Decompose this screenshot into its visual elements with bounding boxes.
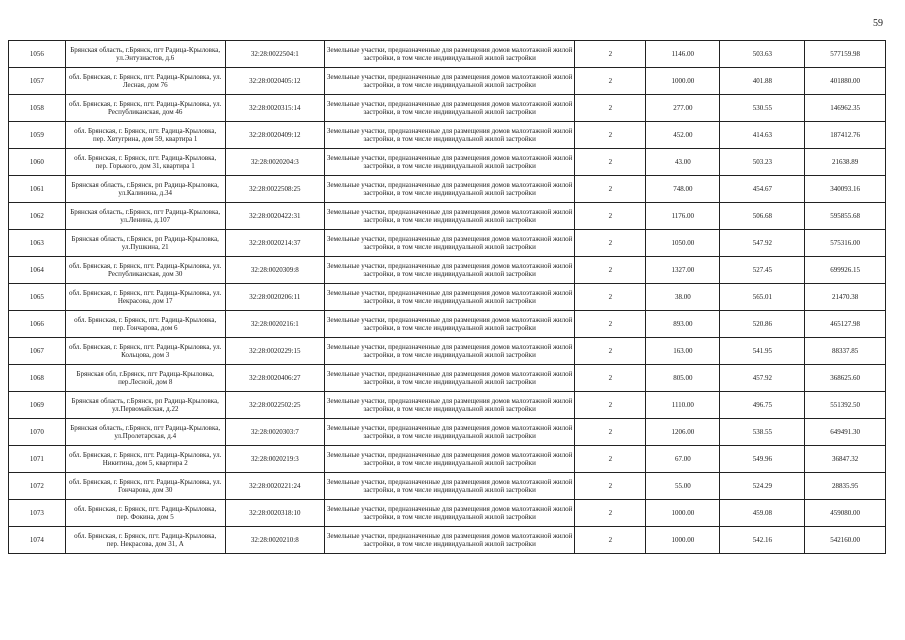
- group-cell: 2: [575, 473, 646, 500]
- specific-value-cell: 506.68: [720, 203, 805, 230]
- permitted-use-cell: Земельные участки, предназначенные для размещения домов малоэтажной жилой застройки, в том числе индивидуальной жилой застройки: [324, 446, 575, 473]
- row-number-cell: 1057: [9, 68, 66, 95]
- cadastral-value-cell: 21638.89: [805, 149, 886, 176]
- table-row: [9, 338, 886, 365]
- cadastral-value-cell: 575316.00: [805, 230, 886, 257]
- area-cell: 1000.00: [646, 500, 720, 527]
- specific-value-cell: 520.86: [720, 311, 805, 338]
- cadastral-value-cell: 28835.95: [805, 473, 886, 500]
- specific-value-cell: 547.92: [720, 230, 805, 257]
- row-number-cell: 1066: [9, 311, 66, 338]
- cadastral-value-cell: 88337.85: [805, 338, 886, 365]
- cadastral-value-cell: 649491.30: [805, 419, 886, 446]
- cadastral-number-cell: 32:28:0022504:1: [225, 41, 324, 68]
- cadastral-value-cell: 595855.68: [805, 203, 886, 230]
- group-cell: 2: [575, 338, 646, 365]
- cadastral-value-cell: 187412.76: [805, 122, 886, 149]
- group-cell: 2: [575, 149, 646, 176]
- area-cell: 1146.00: [646, 41, 720, 68]
- cadastral-number-cell: 32:28:0022502:25: [225, 392, 324, 419]
- cadastral-number-cell: 32:28:0020221:24: [225, 473, 324, 500]
- permitted-use-cell: Земельные участки, предназначенные для размещения домов малоэтажной жилой застройки, в том числе индивидуальной жилой застройки: [324, 365, 575, 392]
- permitted-use-cell: Земельные участки, предназначенные для размещения домов малоэтажной жилой застройки, в том числе индивидуальной жилой застройки: [324, 149, 575, 176]
- group-cell: 2: [575, 122, 646, 149]
- group-cell: 2: [575, 500, 646, 527]
- table-body: [9, 41, 886, 554]
- area-cell: 1206.00: [646, 419, 720, 446]
- cadastral-value-cell: 465127.98: [805, 311, 886, 338]
- table-row: [9, 257, 886, 284]
- cadastral-value-cell: 551392.50: [805, 392, 886, 419]
- address-cell: обл. Брянская, г. Брянск, пгт. Радица-Крыловка, ул. Гончарова, дом 30: [65, 473, 225, 500]
- group-cell: 2: [575, 68, 646, 95]
- address-cell: обл. Брянская, г. Брянск, пгт. Радица-Крыловка, ул. Республиканская, дом 46: [65, 95, 225, 122]
- address-cell: Брянская обл, г.Брянск, пгт Радица-Крыловка, пер.Лесной, дом 8: [65, 365, 225, 392]
- table-row: [9, 311, 886, 338]
- group-cell: 2: [575, 311, 646, 338]
- address-cell: обл. Брянская, г. Брянск, пгт. Радица-Крыловка, пер. Хвтугрина, дом 59, квартира 1: [65, 122, 225, 149]
- specific-value-cell: 527.45: [720, 257, 805, 284]
- row-number-cell: 1063: [9, 230, 66, 257]
- specific-value-cell: 503.23: [720, 149, 805, 176]
- cadastral-number-cell: 32:28:0020315:14: [225, 95, 324, 122]
- permitted-use-cell: Земельные участки, предназначенные для размещения домов малоэтажной жилой застройки, в том числе индивидуальной жилой застройки: [324, 311, 575, 338]
- address-cell: Брянская область, г.Брянск, пгт Радица-Крыловка, ул.Пролетарская, д.4: [65, 419, 225, 446]
- row-number-cell: 1062: [9, 203, 66, 230]
- land-plots-table: [8, 40, 886, 554]
- area-cell: 55.00: [646, 473, 720, 500]
- permitted-use-cell: Земельные участки, предназначенные для размещения домов малоэтажной жилой застройки, в том числе индивидуальной жилой застройки: [324, 473, 575, 500]
- row-number-cell: 1071: [9, 446, 66, 473]
- address-cell: обл. Брянская, г. Брянск, пгт. Радица-Крыловка, ул. Никитина, дом 5, квартира 2: [65, 446, 225, 473]
- cadastral-number-cell: 32:28:0020422:31: [225, 203, 324, 230]
- permitted-use-cell: Земельные участки, предназначенные для размещения домов малоэтажной жилой застройки, в том числе индивидуальной жилой застройки: [324, 95, 575, 122]
- row-number-cell: 1059: [9, 122, 66, 149]
- address-cell: обл. Брянская, г. Брянск, пгт. Радица-Крыловка, пер. Горького, дом 31, квартира 1: [65, 149, 225, 176]
- cadastral-number-cell: 32:28:0020303:7: [225, 419, 324, 446]
- group-cell: 2: [575, 257, 646, 284]
- area-cell: 1327.00: [646, 257, 720, 284]
- cadastral-value-cell: 401880.00: [805, 68, 886, 95]
- table-row: [9, 284, 886, 311]
- row-number-cell: 1069: [9, 392, 66, 419]
- address-cell: обл. Брянская, г. Брянск, пгт. Радица-Крыловка, ул. Республиканская, дом 30: [65, 257, 225, 284]
- row-number-cell: 1068: [9, 365, 66, 392]
- address-cell: обл. Брянская, г. Брянск, пгт. Радица-Крыловка, ул. Лесная, дом 76: [65, 68, 225, 95]
- table-row: [9, 149, 886, 176]
- row-number-cell: 1056: [9, 41, 66, 68]
- specific-value-cell: 542.16: [720, 527, 805, 554]
- address-cell: Брянская область, г.Брянск, пгт Радица-Крыловка, ул.Энтузиастов, д.6: [65, 41, 225, 68]
- area-cell: 1176.00: [646, 203, 720, 230]
- cadastral-number-cell: 32:28:0020229:15: [225, 338, 324, 365]
- table-row: [9, 527, 886, 554]
- group-cell: 2: [575, 419, 646, 446]
- table-row: [9, 176, 886, 203]
- cadastral-number-cell: 32:28:0020309:8: [225, 257, 324, 284]
- row-number-cell: 1065: [9, 284, 66, 311]
- group-cell: 2: [575, 176, 646, 203]
- cadastral-number-cell: 32:28:0020219:3: [225, 446, 324, 473]
- cadastral-number-cell: 32:28:0020206:11: [225, 284, 324, 311]
- specific-value-cell: 549.96: [720, 446, 805, 473]
- page-number: 59: [873, 18, 883, 29]
- specific-value-cell: 530.55: [720, 95, 805, 122]
- table-row: [9, 41, 886, 68]
- area-cell: 452.00: [646, 122, 720, 149]
- permitted-use-cell: Земельные участки, предназначенные для размещения домов малоэтажной жилой застройки, в том числе индивидуальной жилой застройки: [324, 500, 575, 527]
- cadastral-number-cell: 32:28:0020318:10: [225, 500, 324, 527]
- specific-value-cell: 459.08: [720, 500, 805, 527]
- table-row: [9, 473, 886, 500]
- specific-value-cell: 503.63: [720, 41, 805, 68]
- row-number-cell: 1064: [9, 257, 66, 284]
- table-row: [9, 122, 886, 149]
- address-cell: обл. Брянская, г. Брянск, пгт. Радица-Крыловка, пер. Некрасова, дом 31, А: [65, 527, 225, 554]
- permitted-use-cell: Земельные участки, предназначенные для размещения домов малоэтажной жилой застройки, в том числе индивидуальной жилой застройки: [324, 68, 575, 95]
- cadastral-value-cell: 699926.15: [805, 257, 886, 284]
- table-row: [9, 230, 886, 257]
- cadastral-number-cell: 32:28:0020405:12: [225, 68, 324, 95]
- cadastral-value-cell: 542160.00: [805, 527, 886, 554]
- cadastral-number-cell: 32:28:0020406:27: [225, 365, 324, 392]
- cadastral-number-cell: 32:28:0020409:12: [225, 122, 324, 149]
- table-row: [9, 500, 886, 527]
- cadastral-value-cell: 36847.32: [805, 446, 886, 473]
- group-cell: 2: [575, 365, 646, 392]
- area-cell: 277.00: [646, 95, 720, 122]
- group-cell: 2: [575, 284, 646, 311]
- permitted-use-cell: Земельные участки, предназначенные для размещения домов малоэтажной жилой застройки, в том числе индивидуальной жилой застройки: [324, 284, 575, 311]
- group-cell: 2: [575, 446, 646, 473]
- permitted-use-cell: Земельные участки, предназначенные для размещения домов малоэтажной жилой застройки, в том числе индивидуальной жилой застройки: [324, 203, 575, 230]
- group-cell: 2: [575, 203, 646, 230]
- permitted-use-cell: Земельные участки, предназначенные для размещения домов малоэтажной жилой застройки, в том числе индивидуальной жилой застройки: [324, 122, 575, 149]
- row-number-cell: 1061: [9, 176, 66, 203]
- specific-value-cell: 457.92: [720, 365, 805, 392]
- cadastral-value-cell: 146962.35: [805, 95, 886, 122]
- specific-value-cell: 454.67: [720, 176, 805, 203]
- cadastral-value-cell: 21470.38: [805, 284, 886, 311]
- cadastral-number-cell: 32:28:0020204:3: [225, 149, 324, 176]
- permitted-use-cell: Земельные участки, предназначенные для размещения домов малоэтажной жилой застройки, в том числе индивидуальной жилой застройки: [324, 41, 575, 68]
- address-cell: Брянская область, г.Брянск, рп Радица-Крыловка, ул.Первомайская, д.22: [65, 392, 225, 419]
- address-cell: обл. Брянская, г. Брянск, пгт. Радица-Крыловка, пер. Фокина, дом 5: [65, 500, 225, 527]
- area-cell: 38.00: [646, 284, 720, 311]
- group-cell: 2: [575, 527, 646, 554]
- table-row: [9, 68, 886, 95]
- area-cell: 805.00: [646, 365, 720, 392]
- group-cell: 2: [575, 230, 646, 257]
- specific-value-cell: 565.01: [720, 284, 805, 311]
- address-cell: обл. Брянская, г. Брянск, пгт. Радица-Крыловка, ул. Кольцова, дом 3: [65, 338, 225, 365]
- permitted-use-cell: Земельные участки, предназначенные для размещения домов малоэтажной жилой застройки, в том числе индивидуальной жилой застройки: [324, 176, 575, 203]
- row-number-cell: 1060: [9, 149, 66, 176]
- table-row: [9, 365, 886, 392]
- cadastral-number-cell: 32:28:0022508:25: [225, 176, 324, 203]
- area-cell: 67.00: [646, 446, 720, 473]
- group-cell: 2: [575, 392, 646, 419]
- area-cell: 1000.00: [646, 527, 720, 554]
- table-row: [9, 95, 886, 122]
- address-cell: обл. Брянская, г. Брянск, пгт. Радица-Крыловка, пер. Гончарова, дом 6: [65, 311, 225, 338]
- permitted-use-cell: Земельные участки, предназначенные для размещения домов малоэтажной жилой застройки, в том числе индивидуальной жилой застройки: [324, 419, 575, 446]
- group-cell: 2: [575, 95, 646, 122]
- address-cell: Брянская область, г.Брянск, рп Радица-Крыловка, ул.Пушкина, 21: [65, 230, 225, 257]
- table-row: [9, 446, 886, 473]
- permitted-use-cell: Земельные участки, предназначенные для размещения домов малоэтажной жилой застройки, в том числе индивидуальной жилой застройки: [324, 230, 575, 257]
- area-cell: 748.00: [646, 176, 720, 203]
- cadastral-value-cell: 368625.60: [805, 365, 886, 392]
- cadastral-number-cell: 32:28:0020216:1: [225, 311, 324, 338]
- row-number-cell: 1067: [9, 338, 66, 365]
- area-cell: 893.00: [646, 311, 720, 338]
- cadastral-value-cell: 577159.98: [805, 41, 886, 68]
- area-cell: 1050.00: [646, 230, 720, 257]
- permitted-use-cell: Земельные участки, предназначенные для размещения домов малоэтажной жилой застройки, в том числе индивидуальной жилой застройки: [324, 392, 575, 419]
- specific-value-cell: 524.29: [720, 473, 805, 500]
- table-row: [9, 392, 886, 419]
- permitted-use-cell: Земельные участки, предназначенные для размещения домов малоэтажной жилой застройки, в том числе индивидуальной жилой застройки: [324, 527, 575, 554]
- specific-value-cell: 414.63: [720, 122, 805, 149]
- cadastral-number-cell: 32:28:0020210:8: [225, 527, 324, 554]
- permitted-use-cell: Земельные участки, предназначенные для размещения домов малоэтажной жилой застройки, в том числе индивидуальной жилой застройки: [324, 338, 575, 365]
- specific-value-cell: 401.88: [720, 68, 805, 95]
- permitted-use-cell: Земельные участки, предназначенные для размещения домов малоэтажной жилой застройки, в том числе индивидуальной жилой застройки: [324, 257, 575, 284]
- table-row: [9, 203, 886, 230]
- cadastral-number-cell: 32:28:0020214:37: [225, 230, 324, 257]
- group-cell: 2: [575, 41, 646, 68]
- address-cell: Брянская область, г.Брянск, пгт Радица-Крыловка, ул.Ленина, д.107: [65, 203, 225, 230]
- area-cell: 1110.00: [646, 392, 720, 419]
- address-cell: Брянская область, г.Брянск, рп Радица-Крыловка, ул.Калинина, д.34: [65, 176, 225, 203]
- row-number-cell: 1070: [9, 419, 66, 446]
- row-number-cell: 1073: [9, 500, 66, 527]
- table-row: [9, 419, 886, 446]
- cadastral-value-cell: 340093.16: [805, 176, 886, 203]
- address-cell: обл. Брянская, г. Брянск, пгт. Радица-Крыловка, ул. Некрасова, дом 17: [65, 284, 225, 311]
- specific-value-cell: 541.95: [720, 338, 805, 365]
- area-cell: 43.00: [646, 149, 720, 176]
- row-number-cell: 1072: [9, 473, 66, 500]
- specific-value-cell: 496.75: [720, 392, 805, 419]
- cadastral-value-cell: 459080.00: [805, 500, 886, 527]
- row-number-cell: 1058: [9, 95, 66, 122]
- row-number-cell: 1074: [9, 527, 66, 554]
- area-cell: 163.00: [646, 338, 720, 365]
- area-cell: 1000.00: [646, 68, 720, 95]
- specific-value-cell: 538.55: [720, 419, 805, 446]
